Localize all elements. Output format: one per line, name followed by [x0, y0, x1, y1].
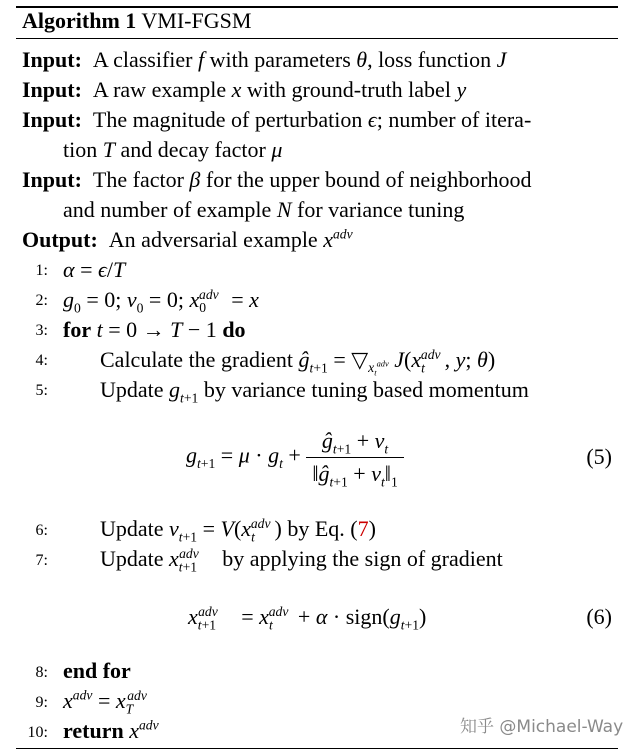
input-key: Input:	[22, 47, 82, 72]
equation-6-number: (6)	[586, 604, 612, 629]
step-number: 10:	[27, 724, 48, 741]
input-2	[22, 77, 466, 103]
input-key: Input:	[22, 77, 82, 102]
step-4: Calculate the gradient $ĝ_{t+1}$ = $▽_{x_t^{adv}}$ $J(x_t^{adv}$ , y; θ)	[100, 346, 496, 379]
bottom-rule	[16, 748, 618, 749]
step-7: Update $x_{t+1}^{adv}$ by applying the sign of gradient	[100, 545, 503, 575]
input-key: Input:	[22, 167, 82, 192]
output-key: Output:	[22, 227, 98, 252]
fraction: $\frac{ĝ_{t+1} + v_t}{‖ĝ_{t+1} + v_t‖_1}$	[306, 428, 403, 487]
output-line	[22, 227, 353, 253]
step-number: 9:	[35, 694, 48, 711]
equation-5-number: (5)	[586, 444, 612, 469]
equation-6: $x_{t+1}^{adv} = x_t^{adv} + \alpha$ · $sign(g_{t+1})$	[188, 603, 427, 633]
step-number: 4:	[35, 352, 48, 369]
step-2: $g_0 = 0$; $v_0 = 0$; $x_0^{adv} = x$	[63, 286, 259, 316]
step-8	[63, 658, 131, 684]
keyword-return: return	[63, 718, 124, 743]
equation-5: $g_{t+1} = \mu \cdot g_t$ + $\frac{ĝ_{t+1} + v_t}{‖ĝ_{t+1} + v_t‖_1}$	[186, 428, 404, 487]
step-number: 5:	[35, 382, 48, 399]
input-text: The magnitude of perturbation ϵ; number of itera-	[87, 107, 532, 132]
algorithm-label: Algorithm 1	[22, 8, 137, 33]
input-text: A raw example x with ground-truth label y	[87, 77, 467, 102]
step-3: for t = 0 → T − 1 do	[63, 317, 246, 342]
step-10: return $x^{adv}$	[63, 717, 159, 743]
keyword-do: do	[222, 317, 246, 342]
input-3	[22, 107, 531, 133]
input-4-cont: and number of example N for variance tuning	[63, 197, 465, 222]
input-1	[22, 47, 506, 73]
step-number: 7:	[35, 552, 48, 569]
keyword-end-for: end for	[63, 658, 131, 683]
input-4	[22, 167, 532, 193]
input-text: The factor β for the upper bound of neighborhood	[87, 167, 532, 192]
input-key: Input:	[22, 107, 82, 132]
algorithm-title	[22, 8, 251, 34]
step-1: α = ϵ/T	[63, 257, 126, 282]
step-6: Update $v_{t+1} = V(x_t^{adv}$ ) by Eq. (7)	[100, 515, 376, 545]
algorithm-name: VMI-FGSM	[141, 8, 252, 33]
watermark: 知乎 @Michael-Way	[460, 717, 624, 737]
step-number: 1:	[35, 262, 48, 279]
step-number: 8:	[35, 664, 48, 681]
output-text: An adversarial example $x^{adv}$	[103, 226, 353, 252]
step-number: 6:	[35, 522, 48, 539]
input-text: A classifier f with parameters θ, loss function J	[87, 47, 507, 72]
step-number: 3:	[35, 322, 48, 339]
title-rule	[16, 38, 618, 39]
step-5: Update $g_{t+1}$ by variance tuning based momentum	[100, 377, 529, 406]
input-3-cont: tion T and decay factor μ	[63, 137, 283, 162]
step-9: $x^{adv} = x_T^{adv}$	[63, 687, 147, 717]
keyword-for: for	[63, 317, 92, 342]
step-number: 2:	[35, 292, 48, 309]
equation-ref-link[interactable]: 7	[357, 516, 369, 541]
